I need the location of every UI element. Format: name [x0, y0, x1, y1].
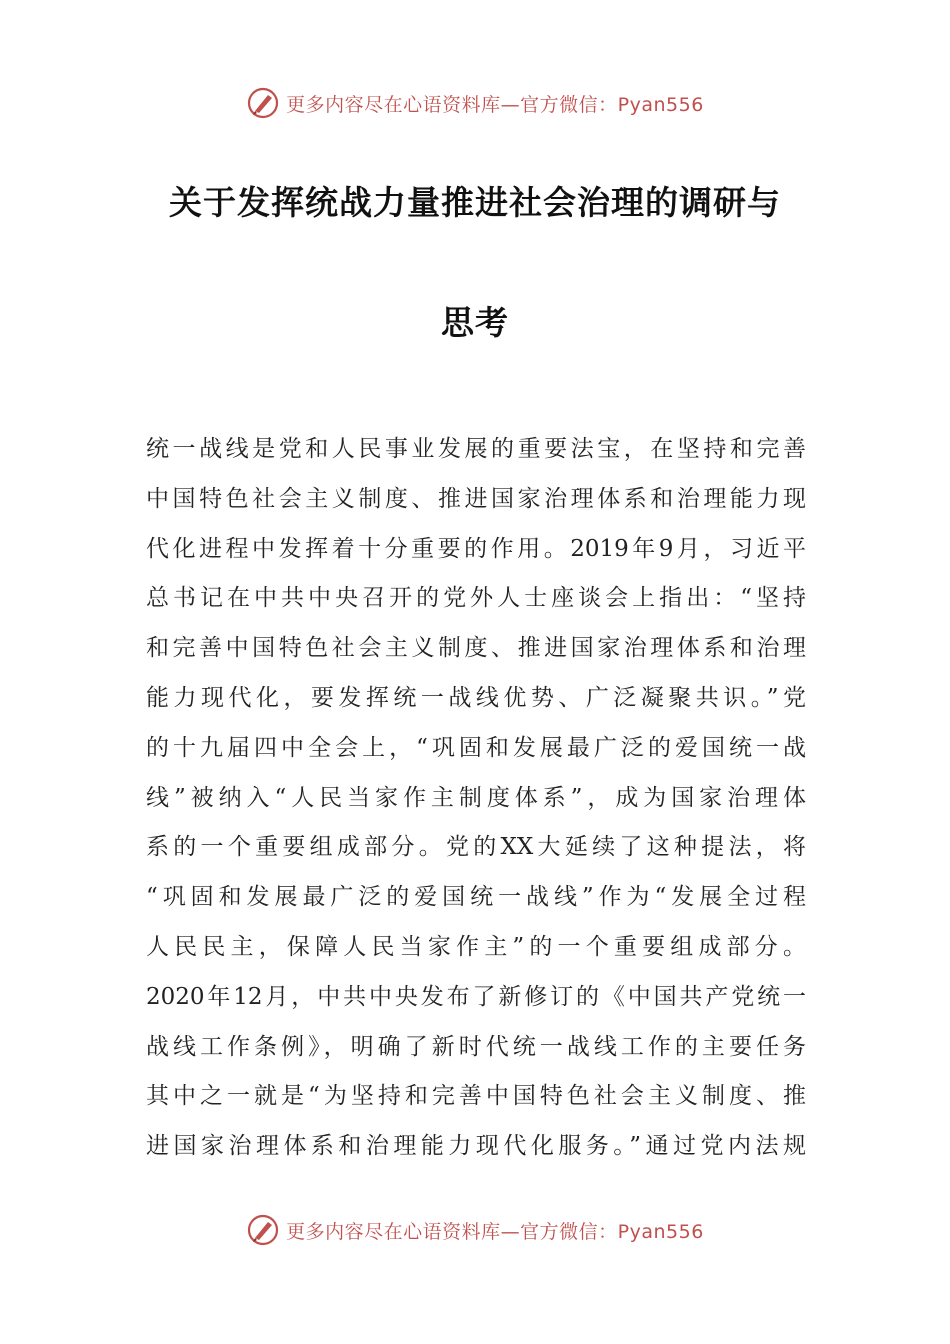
body-line: 进国家治理体系和治理能力现代化服务。”通过党内法规: [146, 1133, 806, 1160]
body-line: 和完善中国特色社会主义制度、推进国家治理体系和治理: [146, 635, 806, 662]
header-watermark-text: 更多内容尽在心语资料库—官方微信：Pyan556: [286, 93, 704, 116]
body-line: 人民民主，保障人民当家作主”的一个重要组成部分。: [146, 933, 806, 960]
document-title-line-1: 关于发挥统战力量推进社会治理的调研与: [169, 183, 781, 222]
body-line: 战线工作条例》，明确了新时代统一战线工作的主要任务: [146, 1033, 806, 1060]
body-line: 中国特色社会主义制度、推进国家治理体系和治理能力现: [146, 485, 806, 512]
body-line: 的十九届四中全会上，“巩固和发展最广泛的爱国统一战: [146, 734, 806, 761]
body-line: 其中之一就是“为坚持和完善中国特色社会主义制度、推: [146, 1083, 806, 1110]
header-watermark: [0, 83, 950, 123]
body-line: 总书记在中共中央召开的党外人士座谈会上指出：“坚持: [146, 585, 806, 612]
body-line: 系的一个重要组成部分。党的XX大延续了这种提法，将: [146, 834, 806, 861]
document-body: [146, 425, 806, 1172]
pen-circle-logo-icon: [246, 86, 280, 120]
document-title-line-2: 思考: [441, 303, 509, 342]
body-line: 统一战线是党和人民事业发展的重要法宝，在坚持和完善: [146, 436, 806, 462]
footer-watermark-text: 更多内容尽在心语资料库—官方微信：Pyan556: [286, 1220, 704, 1243]
body-line: 线”被纳入“人民当家作主制度体系”，成为国家治理体: [146, 784, 806, 811]
body-line: 能力现代化，要发挥统一战线优势、广泛凝聚共识。”党: [146, 684, 806, 711]
body-line: 代化进程中发挥着十分重要的作用。2019年9月，习近平: [146, 535, 806, 562]
pen-circle-logo-icon: [246, 1213, 280, 1247]
body-line: 2020年12月，中共中央发布了新修订的《中国共产党统一: [146, 983, 806, 1010]
footer-watermark: [0, 1210, 950, 1250]
body-line: “巩固和发展最广泛的爱国统一战线”作为“发展全过程: [146, 884, 806, 911]
